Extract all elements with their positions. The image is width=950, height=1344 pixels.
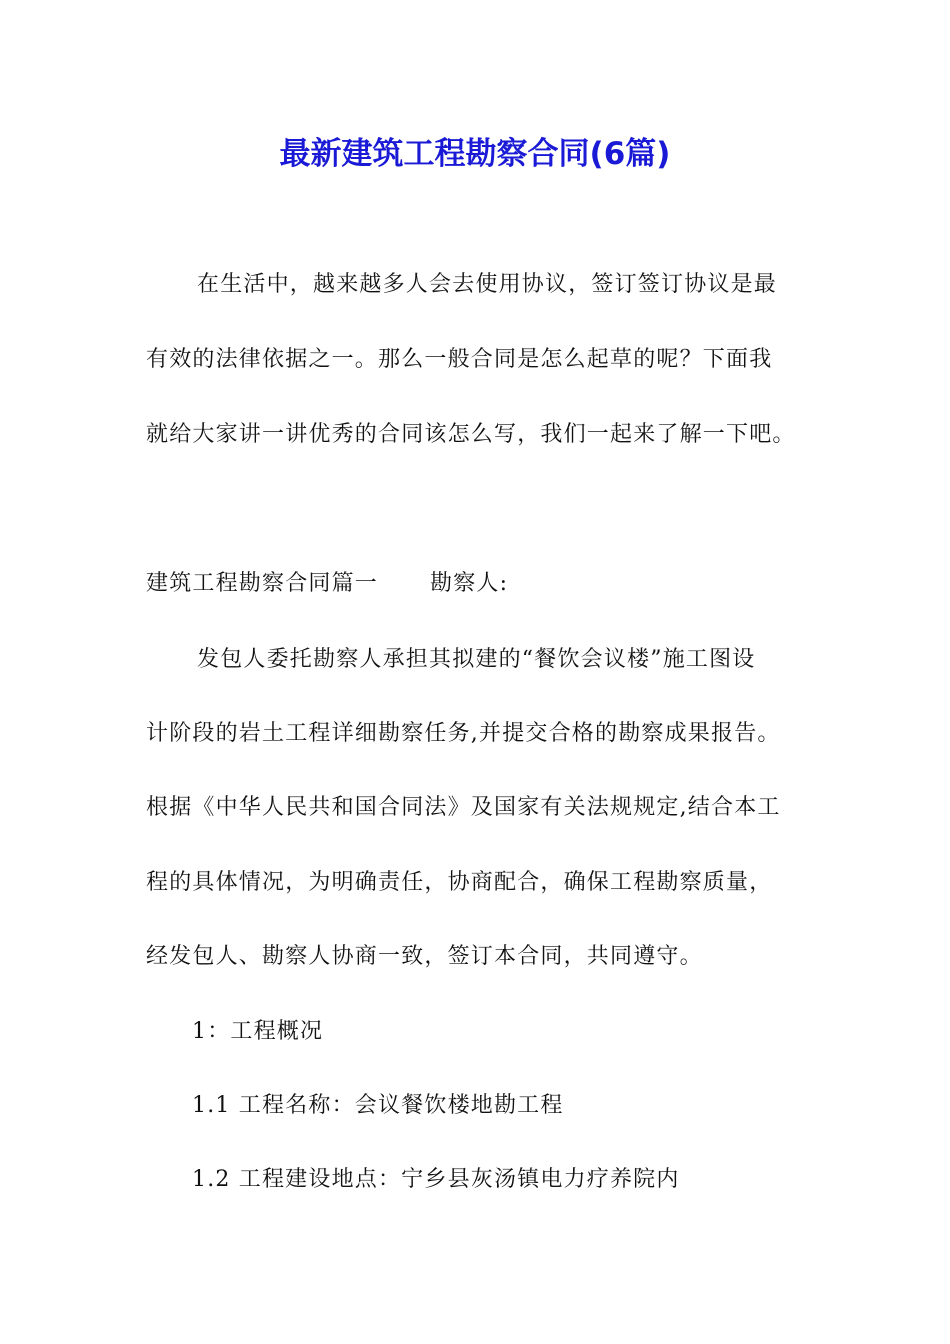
party-label: 勘察人: <box>430 571 509 596</box>
item-1-2: 1.2 工程建设地点：宁乡县灰汤镇电力疗养院内 <box>192 1167 680 1192</box>
para-line-4: 程的具体情况，为明确责任，协商配合，确保工程勘察质量， <box>146 870 773 895</box>
document-title: 最新建筑工程勘察合同(6篇) <box>279 136 671 172</box>
item-1-1: 1.1 工程名称：会议餐饮楼地勘工程 <box>192 1093 564 1118</box>
section-heading: 建筑工程勘察合同篇一 <box>146 571 379 596</box>
para-line-5: 经发包人、勘察人协商一致，签订本合同，共同遵守。 <box>146 944 703 969</box>
item-1: 1：工程概况 <box>192 1019 324 1044</box>
para-line-3: 根据《中华人民共和国合同法》及国家有关法规规定,结合本工 <box>146 795 781 820</box>
intro-line-2: 有效的法律依据之一。那么一般合同是怎么起草的呢？下面我 <box>146 347 773 372</box>
intro-line-3: 就给大家讲一讲优秀的合同该怎么写，我们一起来了解一下吧。 <box>146 422 796 447</box>
section-heading-row <box>146 569 508 599</box>
para-line-2: 计阶段的岩土工程详细勘察任务,并提交合格的勘察成果报告。 <box>146 721 781 746</box>
intro-line-1: 在生活中，越来越多人会去使用协议，签订签订协议是最 <box>197 272 778 297</box>
para-line-1: 发包人委托勘察人承担其拟建的“餐饮会议楼”施工图设 <box>197 647 756 672</box>
